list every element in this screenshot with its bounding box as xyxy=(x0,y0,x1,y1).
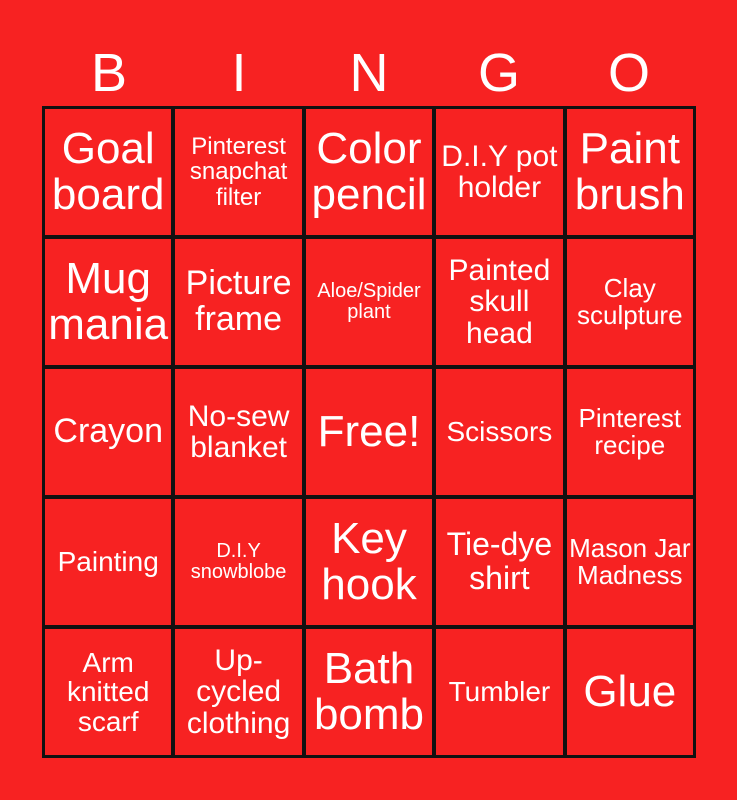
bingo-cell[interactable] xyxy=(175,369,301,495)
cell-text: D.I.Y pot holder xyxy=(441,139,558,204)
cell-text: Clay sculpture xyxy=(577,272,683,330)
cell-text: Pinterest recipe xyxy=(578,402,682,460)
header-letter-g: G xyxy=(477,43,520,103)
bingo-cell free-space[interactable] xyxy=(306,369,432,495)
bingo-cell[interactable] xyxy=(436,499,562,625)
cell-text: Glue xyxy=(583,666,677,716)
header-letter-i: I xyxy=(231,43,247,103)
bingo-cell[interactable] xyxy=(567,239,693,365)
cell-text: Pinterest snapchat filter xyxy=(189,133,288,211)
bingo-cell[interactable] xyxy=(175,239,301,365)
cell-text: Painting xyxy=(57,546,159,578)
bingo-cell[interactable] xyxy=(306,629,432,755)
bingo-cell[interactable] xyxy=(45,239,171,365)
cell-text: Arm knitted scarf xyxy=(66,646,150,737)
header-letter-n: N xyxy=(349,43,389,103)
bingo-cell[interactable] xyxy=(306,499,432,625)
bingo-cell[interactable] xyxy=(436,369,562,495)
bingo-cell[interactable] xyxy=(436,109,562,235)
bingo-cell[interactable] xyxy=(175,109,301,235)
cell-text: Scissors xyxy=(446,416,553,448)
cell-text: Color pencil xyxy=(311,123,427,219)
cell-text: Crayon xyxy=(53,412,163,451)
cell-text: Mug mania xyxy=(48,253,169,349)
cell-text: Mason Jar Madness xyxy=(569,532,691,590)
bingo-cell[interactable] xyxy=(175,499,301,625)
bingo-cell[interactable] xyxy=(567,629,693,755)
cell-text: Paint brush xyxy=(574,123,685,219)
bingo-header xyxy=(44,40,694,106)
cell-text: Free! xyxy=(317,406,421,456)
bingo-cell[interactable] xyxy=(45,369,171,495)
cell-text: Painted skull head xyxy=(448,253,551,350)
cell-text: Picture frame xyxy=(185,264,292,338)
cell-text: Tumbler xyxy=(448,676,551,708)
cell-text: Tie-dye shirt xyxy=(446,526,553,596)
bingo-cell[interactable] xyxy=(567,369,693,495)
bingo-board xyxy=(42,106,696,758)
bingo-cell[interactable] xyxy=(45,499,171,625)
cell-text: Goal board xyxy=(51,123,165,219)
cell-text: No-sew blanket xyxy=(187,399,290,464)
bingo-cell[interactable] xyxy=(436,629,562,755)
bingo-cell[interactable] xyxy=(175,629,301,755)
bingo-cell[interactable] xyxy=(45,109,171,235)
cell-text: Aloe/Spider plant xyxy=(317,280,421,323)
bingo-cell[interactable] xyxy=(306,109,432,235)
cell-text: Up-cycled clothing xyxy=(186,643,291,740)
bingo-cell[interactable] xyxy=(45,629,171,755)
bingo-cell[interactable] xyxy=(567,499,693,625)
cell-text: Key hook xyxy=(321,513,417,609)
bingo-cell[interactable] xyxy=(567,109,693,235)
bingo-cell[interactable] xyxy=(436,239,562,365)
header-letter-o: O xyxy=(607,43,650,103)
cell-text: D.I.Y snowblobe xyxy=(190,540,287,583)
bingo-cell[interactable] xyxy=(306,239,432,365)
header-letter-b: B xyxy=(90,43,128,103)
cell-text: Bath bomb xyxy=(313,643,425,739)
